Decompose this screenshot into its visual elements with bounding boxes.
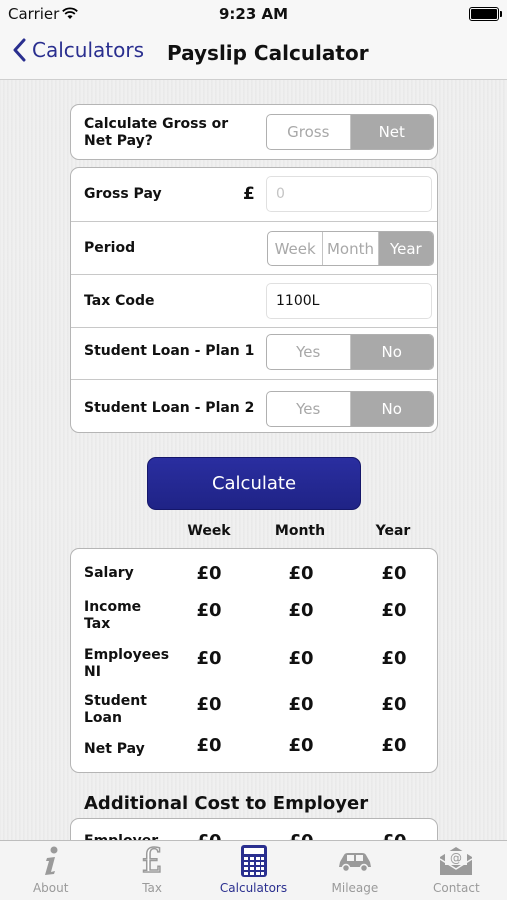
mode-label: Calculate Gross or Net Pay?: [84, 116, 229, 149]
student-loan-plan1-no[interactable]: No: [351, 335, 434, 369]
tab-contact[interactable]: [406, 841, 507, 900]
calculate-button[interactable]: Calculate: [147, 457, 361, 510]
result-value: £0: [196, 563, 222, 584]
info-icon: [39, 841, 63, 881]
result-value: £0: [196, 600, 222, 621]
row-divider: [71, 221, 437, 222]
result-value: £0: [196, 648, 222, 669]
gross-pay-input[interactable]: 0: [266, 176, 432, 212]
car-icon: [337, 841, 373, 881]
tab-about[interactable]: [0, 841, 101, 900]
tab-label: Calculators: [219, 881, 288, 895]
inputs-card: [70, 167, 438, 433]
column-header-month: Month: [274, 523, 326, 539]
tax-code-label: Tax Code: [84, 293, 155, 309]
currency-symbol: £: [243, 184, 255, 204]
result-value: £0: [288, 563, 314, 584]
period-option-year[interactable]: Year: [379, 232, 433, 265]
tab-bar: [0, 840, 507, 900]
mode-option-net[interactable]: Net: [351, 115, 434, 149]
tab-label: Tax: [142, 881, 163, 895]
result-value: £0: [381, 648, 407, 669]
tab-label: Contact: [432, 881, 480, 895]
back-button-label: Calculators: [32, 38, 144, 62]
result-value: £0: [288, 648, 314, 669]
tab-tax[interactable]: [101, 841, 202, 900]
navigation-bar: [0, 28, 507, 80]
student-loan-plan1-label: Student Loan - Plan 1: [84, 343, 255, 359]
period-option-week[interactable]: Week: [268, 232, 323, 265]
period-label: Period: [84, 240, 136, 256]
calculator-icon: [240, 841, 268, 881]
mail-icon: [438, 841, 474, 881]
result-value: £0: [288, 694, 314, 715]
pound-icon: £: [141, 841, 163, 881]
period-option-month[interactable]: Month: [323, 232, 378, 265]
student-loan-plan2-control: [266, 391, 434, 427]
carrier-label: Carrier: [8, 5, 60, 23]
tab-mileage[interactable]: [304, 841, 405, 900]
chevron-left-icon: [12, 38, 26, 62]
student-loan-plan2-no[interactable]: No: [351, 392, 434, 426]
result-value: £0: [381, 563, 407, 584]
period-segmented-control: [267, 231, 434, 266]
result-label-employees-ni: Employees NI: [84, 647, 170, 680]
result-label-salary: Salary: [84, 565, 134, 581]
column-header-year: Year: [375, 523, 411, 539]
student-loan-plan2-label: Student Loan - Plan 2: [84, 400, 255, 416]
status-bar: [0, 0, 507, 28]
result-value: £0: [381, 694, 407, 715]
results-card: [70, 548, 438, 773]
status-time: 9:23 AM: [218, 5, 289, 23]
student-loan-plan1-control: [266, 334, 434, 370]
svg-text:@: @: [450, 851, 463, 865]
mode-card: [70, 104, 438, 160]
result-label-net-pay: Net Pay: [84, 741, 145, 757]
row-divider: [71, 379, 437, 380]
row-divider: [71, 327, 437, 328]
mode-segmented-control: [266, 114, 434, 150]
row-divider: [71, 274, 437, 275]
tax-code-input[interactable]: 1100L: [266, 283, 432, 319]
mode-option-gross[interactable]: Gross: [267, 115, 351, 149]
student-loan-plan2-yes[interactable]: Yes: [267, 392, 351, 426]
student-loan-plan1-yes[interactable]: Yes: [267, 335, 351, 369]
page-title: Payslip Calculator: [167, 41, 369, 65]
tab-calculators[interactable]: [203, 841, 304, 900]
employer-section-title: Additional Cost to Employer: [84, 793, 369, 814]
result-value: £0: [288, 735, 314, 756]
result-value: £0: [196, 735, 222, 756]
result-value: £0: [288, 600, 314, 621]
result-label-student-loan: Student Loan: [84, 693, 147, 726]
column-header-week: Week: [187, 523, 231, 539]
tab-label: Mileage: [331, 881, 379, 895]
gross-pay-label: Gross Pay: [84, 186, 162, 202]
back-button[interactable]: [12, 38, 144, 62]
result-label-income-tax: Income Tax: [84, 599, 142, 632]
tab-label: About: [32, 881, 69, 895]
result-value: £0: [196, 694, 222, 715]
result-value: £0: [381, 600, 407, 621]
battery-icon: [469, 7, 499, 21]
result-value: £0: [381, 735, 407, 756]
